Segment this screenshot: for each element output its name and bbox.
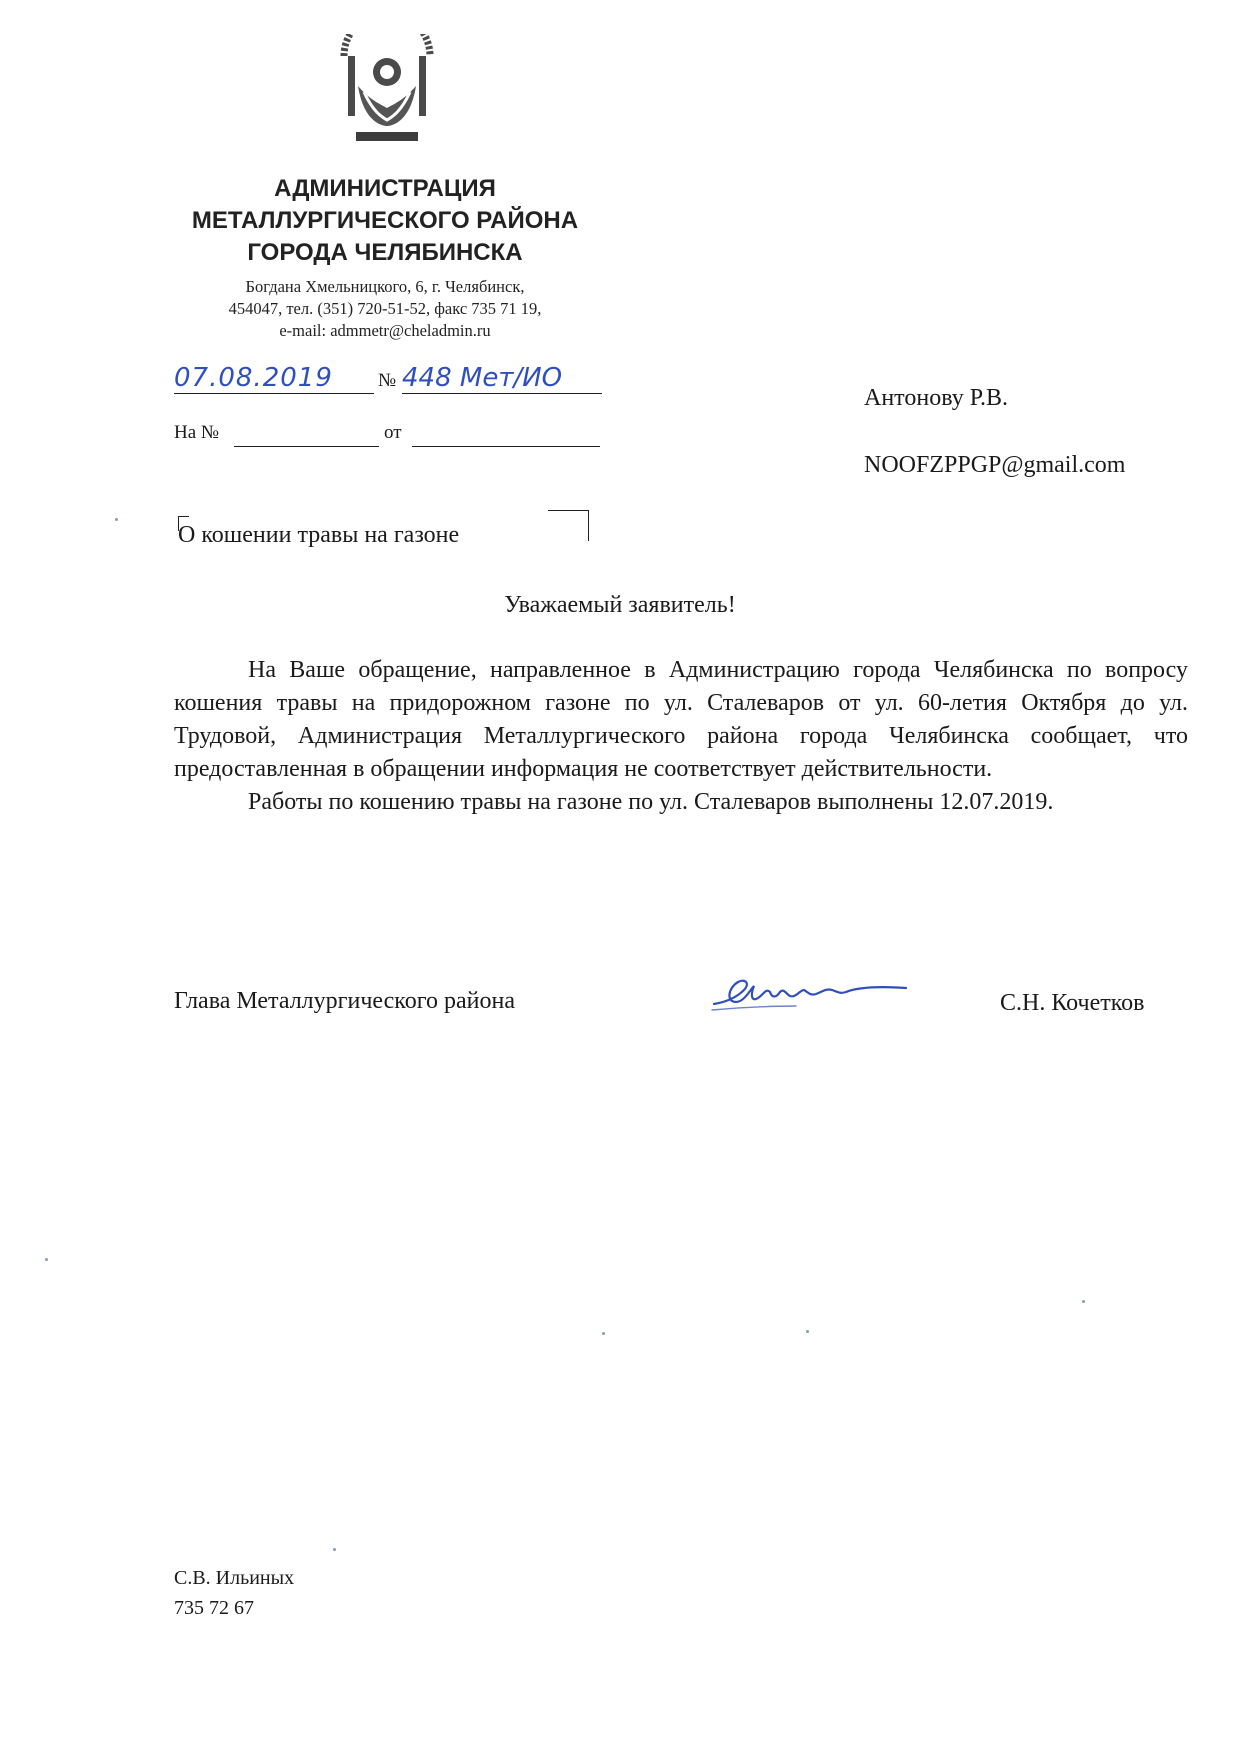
org-line: МЕТАЛЛУРГИЧЕСКОГО РАЙОНА bbox=[191, 207, 579, 234]
scan-speck bbox=[602, 1332, 605, 1335]
reference-date-line bbox=[412, 446, 600, 447]
signatory-title: Глава Металлургического района bbox=[174, 988, 515, 1014]
letter-subject: О кошении травы на газоне bbox=[178, 522, 460, 548]
executor-name: С.В. Ильиных bbox=[174, 1567, 295, 1589]
letter-body bbox=[174, 654, 1188, 819]
reference-from-label: от bbox=[384, 422, 402, 443]
address-line: Богдана Хмельницкого, 6, г. Челябинск, bbox=[245, 277, 525, 296]
number-label: № bbox=[378, 370, 397, 391]
executor-info bbox=[174, 1563, 294, 1623]
reference-number-label: На № bbox=[174, 422, 220, 443]
handwritten-signature bbox=[706, 972, 946, 1022]
scan-speck bbox=[45, 1258, 48, 1261]
reference-number-line bbox=[234, 446, 379, 447]
signatory-name: С.Н. Кочетков bbox=[1000, 990, 1145, 1016]
recipient-name: Антонову Р.В. bbox=[864, 385, 1009, 411]
org-line: АДМИНИСТРАЦИЯ bbox=[274, 175, 496, 202]
district-emblem bbox=[334, 34, 440, 146]
body-paragraph: На Ваше обращение, направленное в Администрацию города Челябинска по вопросу кошения травы на придорожном газоне по ул. Сталеваров от ул. 60-летия Октября до ул. Трудовой, Администрация Металлургического района города Челябинска сообщает, что предоставленная в обращении информация не соответствует действительности. bbox=[174, 657, 1188, 782]
scan-speck bbox=[115, 518, 118, 521]
executor-phone: 735 72 67 bbox=[174, 1597, 254, 1619]
outgoing-number: 448 Мет/ИО bbox=[402, 365, 602, 394]
scan-speck bbox=[806, 1330, 809, 1333]
recipient-email: NOOFZPPGP@gmail.com bbox=[864, 452, 1126, 478]
outgoing-date: 07.08.2019 bbox=[174, 365, 374, 394]
org-line: ГОРОДА ЧЕЛЯБИНСКА bbox=[247, 239, 523, 266]
body-paragraph: Работы по кошению травы на газоне по ул. Сталеваров выполнены 12.07.2019. bbox=[248, 789, 1054, 815]
organization-address bbox=[170, 276, 600, 342]
scan-speck bbox=[1082, 1300, 1085, 1303]
address-line: e-mail: admmetr@cheladmin.ru bbox=[279, 321, 491, 340]
address-line: 454047, тел. (351) 720-51-52, факс 735 71 19, bbox=[228, 299, 542, 318]
scan-speck bbox=[333, 1548, 336, 1551]
greeting: Уважаемый заявитель! bbox=[504, 592, 736, 618]
subject-bracket-right bbox=[548, 510, 589, 541]
organization-name bbox=[160, 173, 610, 269]
